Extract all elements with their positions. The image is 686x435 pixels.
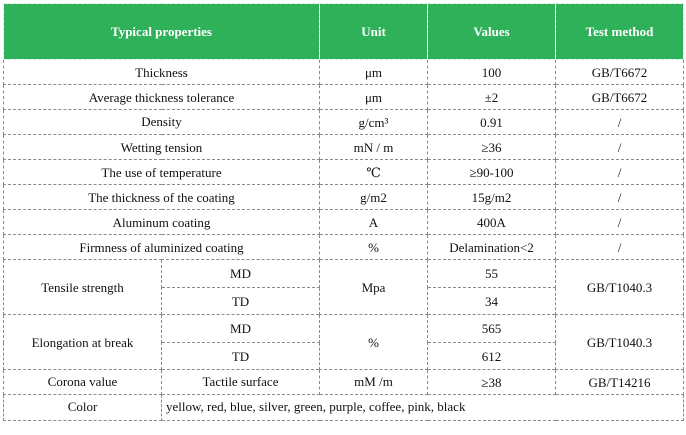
tensile-strength-label: Tensile strength: [4, 260, 162, 315]
method-cell: /: [556, 185, 684, 210]
unit-cell: μm: [320, 60, 428, 85]
header-values: Values: [428, 4, 556, 60]
method-cell: /: [556, 135, 684, 160]
property-cell: Aluminum coating: [4, 210, 320, 235]
method-cell: /: [556, 235, 684, 260]
elongation-td-value: 612: [428, 343, 556, 370]
corona-value: ≥38: [428, 370, 556, 395]
header-typical-properties: Typical properties: [4, 4, 320, 60]
property-cell: Thickness: [4, 60, 320, 85]
header-test-method: Test method: [556, 4, 684, 60]
value-cell: ≥90-100: [428, 160, 556, 185]
unit-cell: ℃: [320, 160, 428, 185]
method-cell: /: [556, 110, 684, 135]
value-cell: Delamination<2: [428, 235, 556, 260]
tensile-md-label: MD: [162, 260, 320, 288]
unit-cell: g/cm³: [320, 110, 428, 135]
method-cell: GB/T6672: [556, 85, 684, 110]
table-row: [4, 235, 684, 260]
table-row: [4, 135, 684, 160]
elongation-td-label: TD: [162, 343, 320, 370]
tensile-md-value: 55: [428, 260, 556, 288]
method-cell: /: [556, 160, 684, 185]
elongation-md-label: MD: [162, 315, 320, 343]
table-row: [4, 160, 684, 185]
table-row: [4, 85, 684, 110]
tensile-td-label: TD: [162, 288, 320, 315]
elongation-label: Elongation at break: [4, 315, 162, 370]
value-cell: 100: [428, 60, 556, 85]
properties-table-container: [3, 3, 683, 432]
property-cell: The thickness of the coating: [4, 185, 320, 210]
property-cell: The use of temperature: [4, 160, 320, 185]
table-row-elongation-md: [4, 315, 684, 343]
header-row: [4, 4, 684, 60]
table-row-color: [4, 395, 684, 421]
table-row: [4, 60, 684, 85]
corona-label: Corona value: [4, 370, 162, 395]
method-cell: GB/T6672: [556, 60, 684, 85]
header-unit: Unit: [320, 4, 428, 60]
unit-cell: %: [320, 235, 428, 260]
table-row: [4, 210, 684, 235]
table-row-corona: [4, 370, 684, 395]
corona-method: GB/T14216: [556, 370, 684, 395]
table-row: [4, 185, 684, 210]
property-cell: Average thickness tolerance: [4, 85, 320, 110]
unit-cell: mN / m: [320, 135, 428, 160]
table-row: [4, 110, 684, 135]
value-cell: ≥36: [428, 135, 556, 160]
elongation-unit: %: [320, 315, 428, 370]
tensile-unit: Mpa: [320, 260, 428, 315]
unit-cell: g/m2: [320, 185, 428, 210]
corona-sub-label: Tactile surface: [162, 370, 320, 395]
tensile-method: GB/T1040.3: [556, 260, 684, 315]
value-cell: ±2: [428, 85, 556, 110]
elongation-md-value: 565: [428, 315, 556, 343]
unit-cell: μm: [320, 85, 428, 110]
table-row-tensile-md: [4, 260, 684, 288]
properties-table: [3, 3, 684, 421]
property-cell: Firmness of aluminized coating: [4, 235, 320, 260]
color-values: yellow, red, blue, silver, green, purple, coffee, pink, black: [162, 395, 684, 421]
method-cell: /: [556, 210, 684, 235]
property-cell: Density: [4, 110, 320, 135]
corona-unit: mM /m: [320, 370, 428, 395]
value-cell: 400A: [428, 210, 556, 235]
unit-cell: A: [320, 210, 428, 235]
color-label: Color: [4, 395, 162, 421]
value-cell: 0.91: [428, 110, 556, 135]
elongation-method: GB/T1040.3: [556, 315, 684, 370]
property-cell: Wetting tension: [4, 135, 320, 160]
tensile-td-value: 34: [428, 288, 556, 315]
value-cell: 15g/m2: [428, 185, 556, 210]
